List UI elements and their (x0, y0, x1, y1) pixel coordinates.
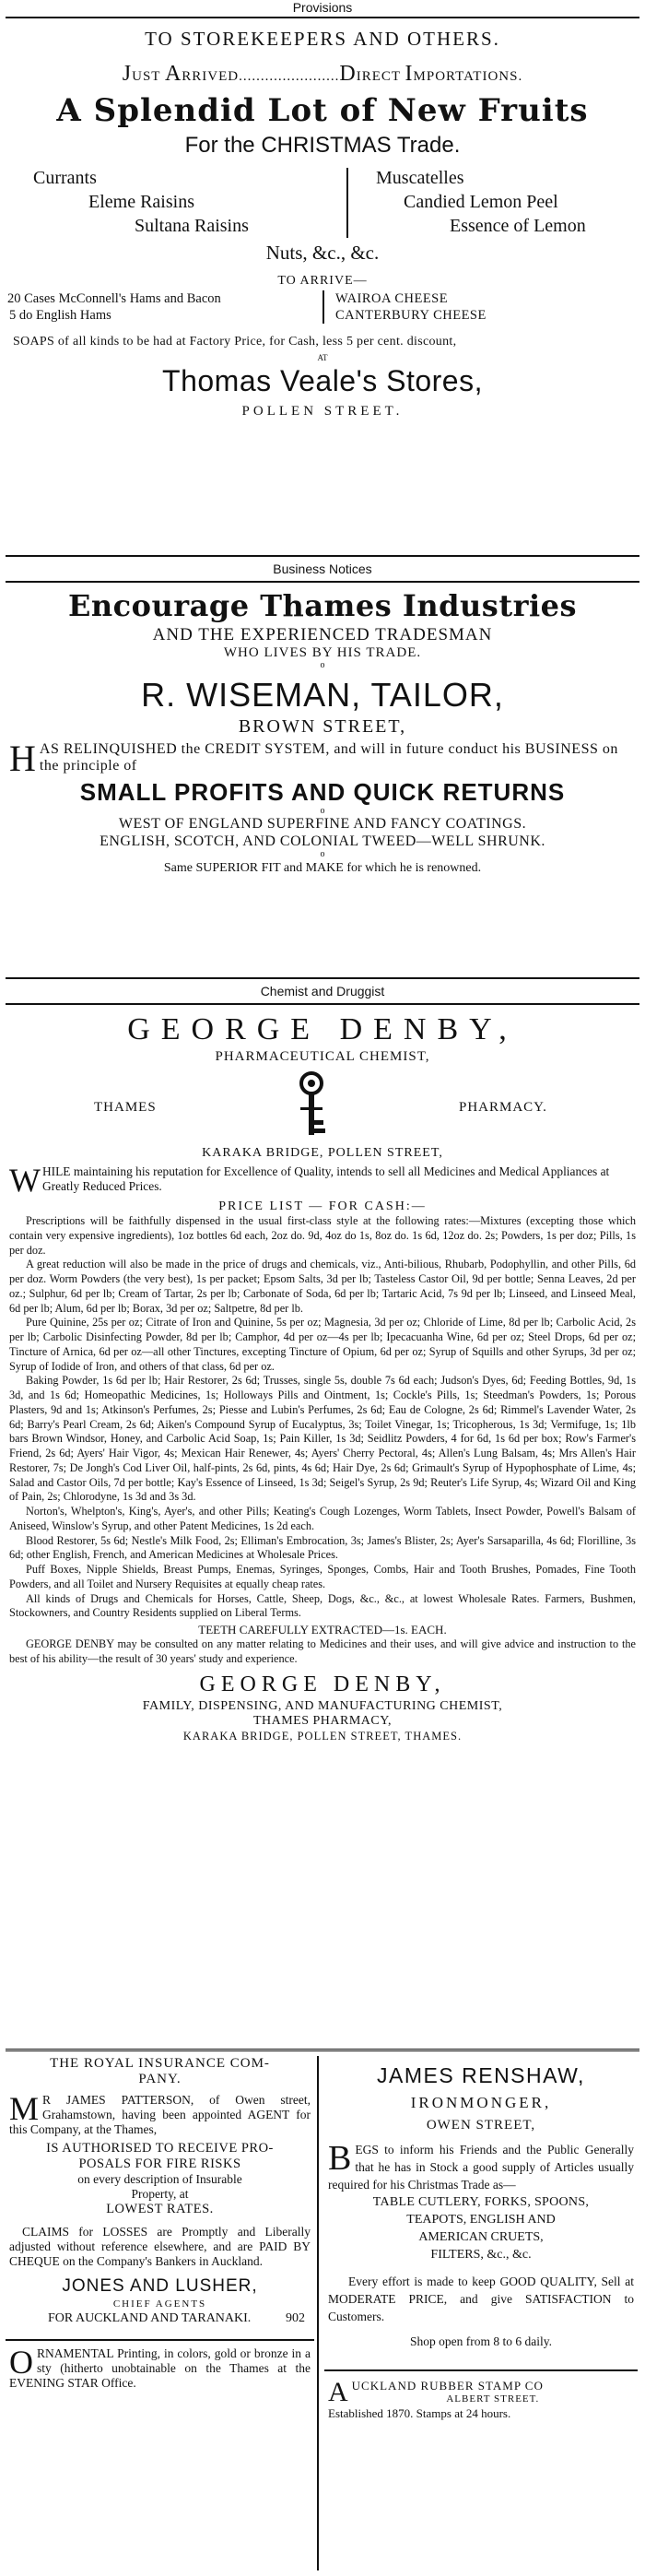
tailor-body: HAS RELINQUISHED the CREDIT SYSTEM, and will in future conduct his BUSINESS on the principle of (9, 738, 618, 779)
price-para: A great reduction will also be made in the price of drugs and chemicals, viz., Anti-bilious, Rhubarb, Podophyllin, and other Pills, 6d per doz. Worm Powders (the very best), 1s per packet; Epsom Salts, 3d per lb; Tasteless Castor Oil, 9d per bottle; Senna Leaves, 2d per oz.; Sulphur, 6d per lb; Cream of Tartar, 2s per lb; Carbonate of Soda, 6d per lb; Tartaric Acid, 7s 9d per lb; Linseed, and Linseed Meal, 6d per lb; Alum, 6d per lb; Borax, 3d per oz; Saltpetre, 8d per lb. (9, 1258, 636, 1315)
store-street: POLLEN STREET. (241, 404, 404, 419)
tweed-line: ENGLISH, SCOTCH, AND COLONIAL TWEED—WELL SHRUNK. (100, 833, 545, 849)
karaka-2: KARAKA BRIDGE, POLLEN STREET, THAMES. (182, 1729, 463, 1743)
price-para: Baking Powder, 1s 6d per lb; Hair Restorer, 2s 6d; Trusses, single 5s, double 7s 6d each; Judson's Dyes, 6d; Feeding Bottles, 9d, 1s 3d, and 1s 6d; Homeopathic Medicines, 1s; Holloways Pills and Ointment, 1s; Cockle's Pills, 1s; Steedman's Powders, 1s; Porous Plasters, 9d and 1s; Atkinson's Perfumes, 2s; Piesse and Lubin's Perfumes, 2s 6d; Eau de Cologne, 2s 6d; Rimmel's Lavender Water, 2s 6d; Barry's Pearl Cream, 2s 6d; Aiken's Compound Syrup of Eucalyptus, 3s; Toilet Vinegar, 1s; Tricopherous, 1s 3d; Vermifuge, 1s; 1lb bars Brown Windsor, Honey, and Carbolic Acid Soap, 1s; Pain Killer, 1s 3d; Seidlitz Powders, 4 for 6d, 1s 6d per box; Row's Farmer's Friend, 2s 6d; Ayers' Hair Vigor, 4s; Mexican Hair Renewer, 4s; Ayers' Cherry Pectoral, 4s; Allen's Lung Balsam, 4s; Mrs Allen's Hair Restorer, 7s; De Jongh's Cod Liver Oil, half-pints, 2s 6d, pints, 4s 6d; Hair Dye, 2s 6d; Grimault's Syrup of Hypophosphate of Lime, 4s; Salad and Castor Oils, 7d per bottle; Kay's Essence of Linseed, 1s 3d; Seigel's Syrup, 2s 9d; Reuter's Life Syrup, 4s; Wizard Oil and King of Pain, 2s; Chlorodyne, 1s 3d and 3s 3d. (9, 1374, 636, 1504)
price-para: Puff Boxes, Nipple Shields, Breast Pumps, Enemas, Syringes, Sponges, Combs, Hair and Tooth Brushes, Pomades, Fine Tooth Powders, and all Toilet and Nursery Requisites at equally cheap rates. (9, 1563, 636, 1590)
section-heading-chemist: Chemist and Druggist (260, 984, 385, 998)
karaka-address: KARAKA BRIDGE, POLLEN STREET, (202, 1146, 443, 1160)
store-name: Thomas Veale's Stores, (162, 364, 483, 397)
pharmacy-word: PHARMACY. (459, 1100, 547, 1115)
price-para: All kinds of Drugs and Chemicals for Horses, Cattle, Sheep, Dogs, &c., &c., at lowest Wholesale Rates. Farmers, Bushmen, Stockowners, and Country Residents supplied on Liberal Terms. (9, 1591, 636, 1620)
brown-street: BROWN STREET, (238, 716, 407, 737)
denby-intro: WHILE maintaining his reputation for Excellence of Quality, intends to sell all Medicines and Medical Appliances at Greatly Reduced Prices. (9, 1162, 610, 1199)
fruits-headline: A Splendid Lot of New Fruits (56, 92, 589, 129)
rubber-stamp-ad: AUCKLAND RUBBER STAMP CO ALBERT STREET. Established 1870. Stamps at 24 hours. (328, 2377, 544, 2420)
tailor-name: R. WISEMAN, TAILOR, (141, 676, 504, 714)
teeth-line: TEETH CAREFULLY EXTRACTED—1s. EACH. (198, 1623, 447, 1637)
price-para: Pure Quinine, 25s per oz; Citrate of Iron and Quinine, 5s per oz; Magnesia, 3d per oz; Chloride of Lime, 8d per lb; Carbolic Acid, 2s per lb; Carbolic Disinfecting Powder, 8d per lb; Camphor, 4d per oz—4s per lb; Ipecacuanha Wine, 6d per oz; Steel Drops, 6d per oz; Tincture of Arnica, 6d per oz—all other Tinctures, excepting Tincture of Opium, 6d per oz; Syrup of Squills and other Syrups, 3d per oz; Syrup of Iodide of Iron, and others of that class, 6d per oz. (9, 1316, 636, 1373)
denby-name: GEORGE DENBY, (127, 1012, 518, 1046)
insurance-title: THE ROYAL INSURANCE COM- (50, 2056, 270, 2071)
renshaw-ad: JAMES RENSHAW, IRONMONGER, OWEN STREET, BEGS to inform his Friends and the Public Generally that he has in Stock a good supply of Articles usually required for his Christmas Trade as— TABLE CUTLERY, FORKS, SPOONS, TEAPOTS, ENGLISH AND AMERICAN CRUETS, FILTERS, &c., &c. Every effort is made to keep GOOD QUALITY, Sell at MODERATE PRICE, and give SATISFACTION to Customers. Shop open from 8 to 6 daily. AUCKLAND RUBBER STAMP CO ALBERT STREET. Established 1870. Stamps at 24 hours. (324, 2056, 638, 2420)
thames-word: THAMES (94, 1100, 157, 1115)
fruit-list (0, 166, 645, 240)
bottom-columns (0, 2049, 645, 2576)
denby-name-2: GEORGE DENBY, (199, 1672, 446, 1696)
renshaw-body: BEGS to inform his Friends and the Public Generally that he has in Stock a good supply of Articles usually required for his Christmas Trade as— (328, 2139, 634, 2192)
fruit-list-right: Muscatelles Candied Lemon Peel Essence of Lemon (376, 168, 586, 236)
royal-insurance-ad: THE ROYAL INSURANCE COM- PANY. M R JAMES PATTERSON, of Owen street, Grahamstown, having been appointed AGENT for this Company, at the Thames, IS AUTHORISED TO RECEIVE PRO- POSALS FOR FIRE RISKS on every description of Insurable Property, at LOWEST RATES. CLAIMS for LOSSES are Promptly and Liberally adjusted without reference elsewhere, and are PAID BY CHEQUE on the Company's Bankers in Auckland. JONES AND LUSHER, CHIEF AGENTS FOR AUCKLAND AND TARANAKI. 902 ORNAMENTAL Printing, in colors, gold or bronze in a sty (hitherto unobtainable on the Thames at the EVENING STAR Office. (6, 2056, 314, 2391)
business-notices-section: Business Notices Encourage Thames Industries AND THE EXPERIENCED TRADESMAN WHO LIVES BY HIS TRADE. o R. WISEMAN, TAILOR, BROWN STREET, HAS RELINQUISHED the CREDIT SYSTEM, and will in future conduct his BUSINESS on the principle of SMALL PROFITS AND QUICK RETURNS o WEST OF ENGLAND SUPERFINE AND FANCY COATINGS. ENGLISH, SCOTCH, AND COLONIAL TWEED—WELL SHRUNK. o Same SUPERIOR FIT and MAKE for which he is renowned. (0, 555, 645, 876)
coatings-line: WEST OF ENGLAND SUPERFINE AND FANCY COATINGS. (118, 816, 527, 832)
arrivals-list: 20 Cases McConnell's Hams and Bacon 5 do English Hams WAIROA CHEESE CANTERBURY CHEESE (7, 291, 487, 323)
thames-pharmacy-line (0, 1065, 645, 1142)
to-arrive: TO ARRIVE— (277, 274, 368, 288)
insurance-body: M R JAMES PATTERSON, of Owen street, Grahamstown, having been appointed AGENT for this Company, at the Thames, (9, 2090, 311, 2136)
ironmonger: IRONMONGER, (410, 2094, 552, 2111)
ad-title: TO STOREKEEPERS AND OTHERS. (145, 28, 500, 50)
provisions-section (0, 0, 645, 419)
column-divider (317, 2056, 319, 2570)
price-list-body (0, 1214, 645, 1621)
small-profits: SMALL PROFITS AND QUICK RETURNS (79, 778, 566, 806)
lives-line: WHO LIVES BY HIS TRADE. (223, 645, 422, 660)
pharma-title: PHARMACEUTICAL CHEMIST, (215, 1049, 430, 1064)
shop-hours: Shop open from 8 to 6 daily. (410, 2334, 552, 2348)
section-heading-business: Business Notices (273, 561, 372, 576)
soaps-line: SOAPS of all kinds to be had at Factory Price, for Cash, less 5 per cent. discount, (13, 335, 457, 349)
price-para: Norton's, Whelpton's, King's, Ayer's, and other Pills; Keating's Cough Lozenges, Worm Tablets, Insect Powder, Powell's Balsam of Aniseed, Winslow's Syrup, and other Patent Medicines, 1s 2d each. (9, 1505, 636, 1532)
just-arrived-line: JUST ARRIVED.......................DIRECT IMPORTATIONS. (122, 62, 523, 86)
ornamental-printing-ad: ORNAMENTAL Printing, in colors, gold or bronze in a sty (hitherto unobtainable on the Thames at the EVENING STAR Office. (9, 2344, 311, 2390)
price-list-head: PRICE LIST — FOR CASH:— (218, 1199, 427, 1213)
renshaw-effort: Every effort is made to keep GOOD QUALITY, Sell at MODERATE PRICE, and give SATISFACTION to Customers. (328, 2275, 634, 2323)
fruit-list-left: Currants Eleme Raisins Sultana Raisins (33, 168, 249, 236)
thames-pharmacy-2: THAMES PHARMACY, (252, 1713, 393, 1728)
price-para: Blood Restorer, 5s 6d; Nestle's Milk Food, 2s; Elliman's Embrocation, 3s; James's Blister, 2s; Ayer's Sarsaparilla, 4s 6d; Florilline, 3s 6d; other English, French, and American Medicines at Wholesale Prices. (9, 1533, 636, 1562)
superior-fit: Same SUPERIOR FIT and MAKE for which he is renowned. (163, 861, 482, 875)
industries-headline: Encourage Thames Industries (68, 588, 577, 623)
claims-para: CLAIMS for LOSSES are Promptly and Liberally adjusted without reference elsewhere, and are PAID BY CHEQUE on the Company's Bankers in Auckland. (9, 2225, 311, 2268)
jones-lusher: JONES AND LUSHER, (62, 2276, 258, 2296)
price-para: Prescriptions will be faithfully dispensed in the usual first-class style at the following rates:—Mixtures (excepting those which contain very expensive ingredients), 1oz bottles 6d each, 2oz do. 9d, 4oz do 1s, 8oz do. 1s 6d, 12oz do. 2s; Powders, 1s per doz; Pills, 1s per doz. (9, 1214, 636, 1257)
renshaw-name: JAMES RENSHAW, (377, 2063, 585, 2087)
at-line: AT (317, 353, 328, 362)
consult-para: GEORGE DENBY may be consulted on any matter relating to Medicines and their uses, and will give advice and instruction to the best of his ability—the result of 30 years' study and experience. (9, 1637, 636, 1665)
christmas-trade: For the CHRISTMAS Trade. (184, 133, 461, 158)
nuts-line: Nuts, &c., &c. (265, 242, 380, 264)
section-heading-provisions: Provisions (292, 0, 353, 15)
tradesman-line: AND THE EXPERIENCED TRADESMAN (152, 625, 493, 644)
chemist-section (0, 977, 645, 1743)
family-chemist: FAMILY, DISPENSING, AND MANUFACTURING CHEMIST, (142, 1698, 503, 1713)
key-icon (291, 1070, 332, 1144)
owen-street: OWEN STREET, (426, 2118, 536, 2133)
